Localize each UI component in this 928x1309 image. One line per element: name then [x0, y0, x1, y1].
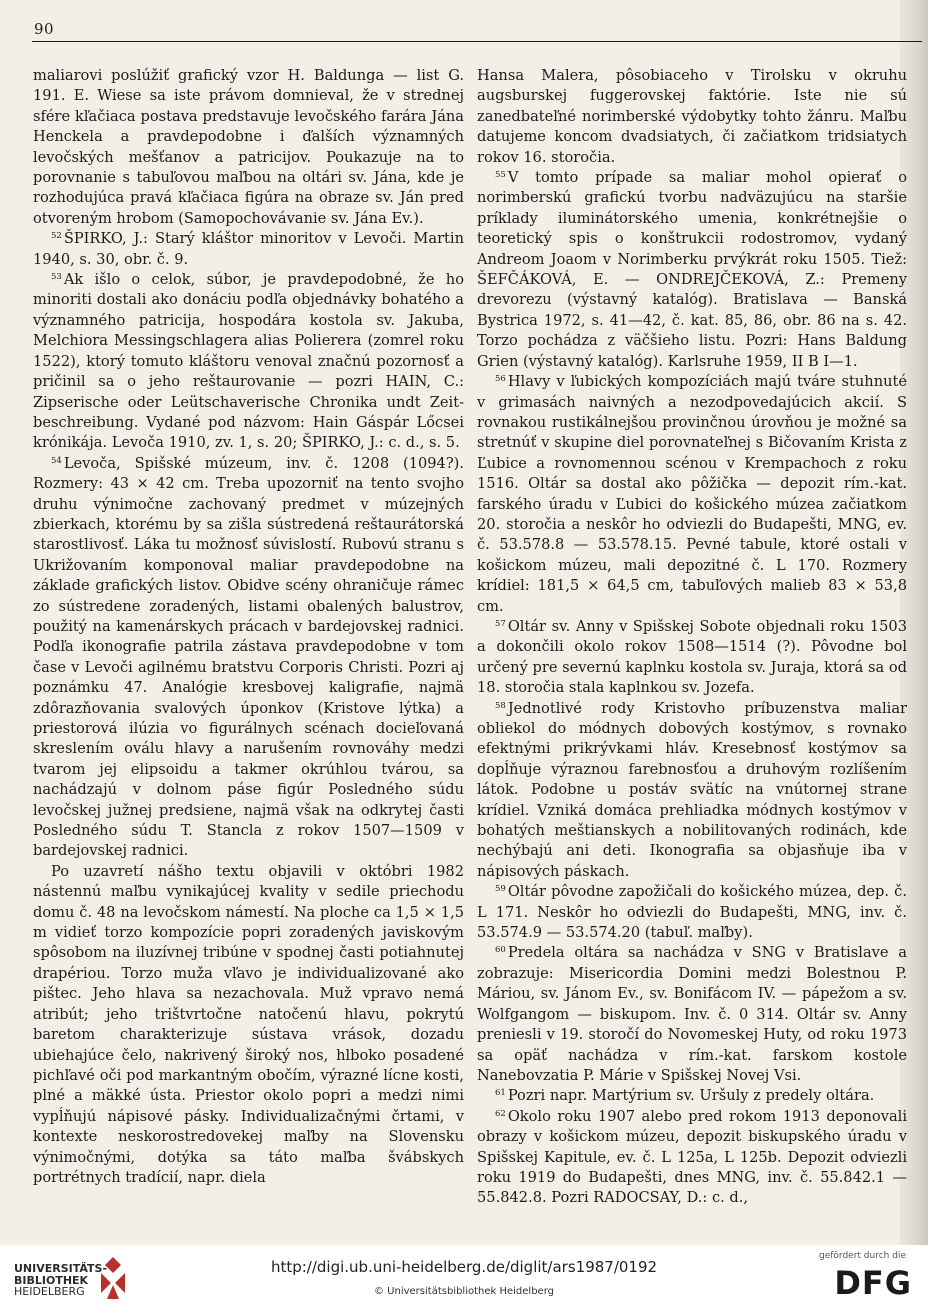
- paragraph-text: ŠPIRKO, J.: Starý kláštor minoritov v Levoči. Martin 1940, s. 30, obr. č. 9.: [33, 230, 464, 268]
- copyright-notice: © Universitätsbibliothek Heidelberg: [373, 1286, 554, 1297]
- footnote-number: 53: [51, 272, 62, 283]
- footnote-number: 58: [495, 700, 506, 711]
- footnote: [477, 699, 907, 883]
- footnote-number: 59: [495, 884, 506, 895]
- footnote: [477, 617, 907, 699]
- paragraph-text: Hlavy v ľubických kompozíciách majú tváre stuhnuté v grimasách naivných a nezodpovedajúcich akcií. S rovnakou rustikálnejšou provinčnou úrovňou je možné sa stretnúť v skupine diel porovnateľnej s Bičovaním Krista z Ľubice a rovnomennou scénou v Krempachoch z roku 1516. Oltár sa dostal ako pôžička — depozit rím.-kat. farského úradu v Ľubici do košického múzea začiatkom 20. storočia a neskôr ho odviezli do Budapešti, MNG, ev. č. 53.578.8 — 53.578.15. Pevné tabule, ktoré ostali v košickom múzeu, mali depozitné č. L 170. Rozmery krídiel: 181,5 × 64,5 cm, tabuľových malieb 83 × 53,8 cm.: [477, 373, 907, 615]
- header-rule: [32, 41, 922, 42]
- footnote: [477, 372, 907, 617]
- digitization-footer: [0, 1245, 928, 1309]
- library-name-line1: UNIVERSITÄTS-: [14, 1262, 108, 1275]
- paragraph-text: Hansa Malera, pôsobiaceho v Tirolsku v okruhu augsburskej fuggerovskej faktórie. Iste nie sú zanedbateľné norimberské výdobytky tohto žánru. Maľbu datujeme koncom dvadsiatych, či začiatkom tridsiatych rokov 16. storočia.: [477, 67, 907, 166]
- dfg-logo[interactable]: DFG: [834, 1264, 912, 1302]
- footnote-number: 55: [495, 170, 506, 181]
- library-name-line3: HEIDELBERG: [14, 1285, 85, 1298]
- footnote-number: 62: [495, 1108, 506, 1119]
- paragraph-text: maliarovi poslúžiť grafický vzor H. Baldunga — list G. 191. E. Wiese sa iste právom domnieval, že v strednej sfére kľačiaca postava predstavuje levočského farára Jána Henckela a pravdepodobne i ďalších významných levočských mešťanov a patricijov. Poukazuje na to porovnanie s tabuľovou maľbou na oltári sv. Jána, kde je rozhodujúca pravá kľačiaca figúra na obraze sv. Ján pred otvoreným hrobom (Samopochovávanie sv. Jána Ev.).: [33, 67, 464, 227]
- paragraph-text: Pozri napr. Martýrium sv. Uršuly z predely oltára.: [507, 1087, 875, 1105]
- left-text-column: [33, 66, 464, 1188]
- footnote-number: 57: [495, 618, 506, 629]
- footnote: [477, 943, 907, 1086]
- paragraph-text: Oltár sv. Anny v Spišskej Sobote objednali roku 1503 a dokončili okolo rokov 1508—1514 (?). Pôvodne bol určený pre severnú kaplnku kostola sv. Juraja, ktorá sa od 18. storočia stala kaplnkou sv. Jozefa.: [477, 617, 907, 697]
- footnote: [477, 1086, 907, 1106]
- page-number: 90: [34, 20, 55, 38]
- paragraph-text: Oltár pôvodne zapožičali do košického múzea, dep. č. L 171. Neskôr ho odviezli do Budapešti, MNG, inv. č. 53.574.9 — 53.574.20 (tabuľ. maľby).: [477, 883, 907, 942]
- footnote-number: 52: [51, 231, 62, 242]
- footnote: [33, 270, 464, 454]
- body-paragraph: [33, 862, 464, 1189]
- footnote: [477, 168, 907, 372]
- footnote: [477, 1107, 907, 1209]
- footnote-number: 61: [495, 1088, 506, 1099]
- paragraph-text: Jednotlivé rody Kristovho príbuzenstva maliar obliekol do módnych dobových kostýmov, s rovnako efektnými prikrývkami hláv. Kresebnosť kostýmov sa dopĺňuje výraznou farebnosťou a druhovým rozlíšením látok. Podobne u postáv svätíc na vnútornej strane krídiel. Vzniká domáca prehliadka módnych kostýmov v bohatých meštianskych a nobilitovaných rodinách, kde nechýbajú ani deti. Ikonografia sa objasňuje iba v nápisových páskach.: [477, 699, 907, 880]
- paragraph-text: Predela oltára sa nachádza v SNG v Bratislave a zobrazuje: Misericordia Domini medzi Bolestnou P. Máriou, sv. Jánom Ev., sv. Bonifácom IV. — pápežom a sv. Wolfgangom — biskupom. Inv. č. 0 314. Oltár sv. Anny preniesli v 19. storočí do Novomeskej Huty, od roku 1973 sa opäť nachádza v rím.-kat. farskom kostole Nanebovzatia P. Márie v Spišskej Novej Vsi.: [477, 944, 907, 1084]
- footnote-number: 60: [495, 945, 506, 956]
- paragraph-text: Ak išlo o celok, súbor, je pravdepodobné, že ho minoriti dostali ako donáciu podľa objednávky bohatého a významného patricija, hospodára kostola sv. Jakuba, Melchiora Messingschlagera alias Polierera (zomrel roku 1522), ktorý tomuto kláštoru venoval značnú pozornosť a pričinil sa o jeho reštaurovanie — pozri HAIN, C.: Zipserische oder Leütschaverische Chronika undt Zeit- beschreibung. Vydané pod názvom: Hain Gáspár Lőcsei krónikája. Levoča 1910, zv. 1, s. 20; ŠPIRKO, J.: c. d., s. 5.: [33, 271, 464, 452]
- footnote: [33, 454, 464, 862]
- library-name-line2: BIBLIOTHEK: [14, 1273, 89, 1287]
- paragraph-text: Okolo roku 1907 alebo pred rokom 1913 deponovali obrazy v košickom múzeu, depozit biskupského úradu v Spišskej Kapitule, ev. č. L 125a, L 125b. Depozit odviezli roku 1919 do Budapešti, dnes MNG, inv. č. 55.842.1 — 55.842.8. Pozri RADOCSAY, D.: c. d.,: [477, 1107, 907, 1207]
- footnote-number: 54: [51, 455, 62, 466]
- sponsor-label: gefördert durch die: [819, 1251, 906, 1261]
- paragraph-text: Po uzavretí nášho textu objavili v októbri 1982 nástennú maľbu vynikajúcej kvality v sedile priechodu domu č. 48 na levočskom námestí. Na ploche ca 1,5 × 1,5 m vidieť torzo kompozície popri zoradených javiskovým spôsobom na iluzívnej tribúne v spodnej časti potiahnutej drapériou. Torzo muža vľavo je individualizované ako pištec. Jeho hlava sa nezachovala. Muž vpravo nemá atribút; jeho trištvrtočne natočenú hlavu, pokrytú baretom charakterizuje sústava vrások, dozadu ubiehajúce čelo, nakrivený široký nos, hlboko posadené pichľavé oči pod markantným obočím, výrazné lícne kosti, plné a mäkké ústa. Priestor okolo popri a medzi nimi vypĺňujú nápisové pásky. Individualizačnými črtami, v kontexte neskorostredovekej maľby na Slovensku výnimočnými, dotýka sa táto maľba švábskych portrétnych tradícií, napr. diela: [33, 862, 464, 1186]
- paragraph-text: Levoča, Spišské múzeum, inv. č. 1208 (1094?). Rozmery: 43 × 42 cm. Treba upozorniť na tento svojho druhu výnimočne zachovaný predmet v múzejných zbierkach, ktorému by sa zišla sústredená reštaurátorská starostlivosť. Láka tu možnosť súvislostí. Rubovú stranu s Ukrižovaním komponoval maliar pravdepodobne na základe grafických listov. Obidve scény ohraničuje rámec zo sústredene zoradených, listami obalených balustrov, použitý na kamenárskych prácach v bardejovskej radnici. Podľa ikonografie patrila zástava pravdepodobne v tom čase v Levoči agilnému bratstvu Corporis Christi. Pozri aj poznámku 47. Analógie kresbovej kaligrafie, najmä zdôrazňovania svalových úponkov (Kristove lýtka) a priestorová ilúzia vo figurálnych scénach docieľovaná skreslením oválu hlavy a narušením rovnováhy medzi tvarom jej elipsoidu a takmer okrúhlou tvárou, sa nachádzajú v dolnom páse figúr Posledného súdu levočskej južnej predsiene, najmä však na odkrytej časti Posledného súdu T. Stancla z rokov 1507—1509 v bardejovskej radnici.: [33, 454, 464, 860]
- source-url-link[interactable]: http://digi.ub.uni-heidelberg.de/diglit/ars1987/0192: [270, 1258, 658, 1276]
- footnote: [477, 882, 907, 943]
- paragraph-text: V tomto prípade sa maliar mohol opierať o norimberskú grafickú tvorbu nadväzujúcu na staršie príklady iluminátorského umenia, konkrétnejšie o teoretický spis o konštrukcii rodostromov, vydaný Andreom Joaom v Norimberku prvýkrát roku 1505. Tiež: ŠEFČÁKOVÁ, E. — ONDREJČEKOVÁ, Z.: Premeny drevorezu (výstavný katalóg). Bratislava — Banská Bystrica 1972, s. 41—42, č. kat. 85, 86, obr. 86 na s. 42. Torzo pochádza z väčšieho listu. Pozri: Hans Baldung Grien (výstavný katalóg). Karlsruhe 1959, II B I—1.: [477, 169, 907, 370]
- footnote-number: 56: [495, 374, 506, 385]
- right-text-column: [477, 66, 907, 1209]
- body-paragraph: [477, 66, 907, 168]
- footnote: [33, 229, 464, 270]
- body-paragraph: [33, 66, 464, 229]
